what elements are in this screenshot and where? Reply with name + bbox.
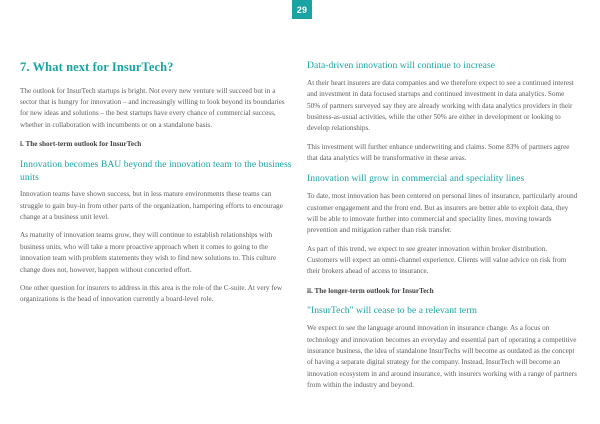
paragraph-personal-lines-innovation: To date, most innovation has been centered on personal lines of insurance, particularly around customer engagement and the front end. But as insurers are better able to exploit data, they will be able to innovate further into commercial and speciality lines, moving towards prevention and mitigation rather than risk transfer. [307, 192, 578, 235]
subheading-commercial-and-speciality-lines: Innovation will grow in commercial and speciality lines [307, 173, 525, 185]
paragraph-broker-distribution: As part of this trend, we expect to see greater innovation within broker distribution. Customers will expect an omni-channel experience. Clients will value advice on risk from their brokers ahead of access to insurance. [307, 244, 567, 276]
section-title: 7. What next for InsurTech? [20, 60, 174, 74]
kicker-short-term-outlook: i. The short-term outlook for InsurTech [20, 140, 142, 149]
page-number-text: 29 [296, 4, 308, 15]
subheading-innovation-becomes-bau: Innovation becomes BAU beyond the innovation team to the business units [20, 158, 292, 183]
paragraph-c-suite-role: One other question for insurers to address in this area is the role of the C-suite. At very few organizations is the head of innovation currently a board-level role. [20, 283, 283, 304]
paragraph-underwriting-and-claims: This investment will further enhance underwriting and claims. Some 83% of partners agree that data analytics will be transformative in these areas. [307, 142, 570, 162]
page-number-badge [292, 0, 312, 19]
intro-paragraph: The outlook for InsurTech startups is bright. Not every new venture will succeed but in a sector that is hungry for innovation – and increasingly willing to look beyond its boundaries for new ideas and solutions – the best startups have every chance of commercial success, whether in collaboration with incumbents or on a standalone basis. [20, 86, 285, 129]
paragraph-innovation-teams-success: Innovation teams have shown success, but in less mature environments these teams can struggle to gain buy-in from other parts of the organization, hampering efforts to encourage change at a business unit level. [20, 190, 283, 222]
paragraph-insurers-are-data-companies: At their heart insurers are data companies and we therefore expect to see a continued interest and investment in data focused startups and continued investment in data analytics. Some 50% of partners surveyed say they are already working with data analytics providers in their business-as-usual activities, while the other 50% are either in development or looking to develop relationships. [307, 78, 574, 133]
page-content [0, 60, 600, 424]
subheading-data-driven-innovation: Data-driven innovation will continue to increase [307, 60, 496, 71]
kicker-longer-term-outlook: ii. The longer-term outlook for InsurTech [307, 286, 434, 295]
left-column [20, 60, 292, 306]
right-column [307, 60, 579, 391]
subheading-insurtech-cease-relevant-term: "InsurTech" will cease to be a relevant term [307, 305, 477, 317]
paragraph-maturity-of-innovation-teams: As maturity of innovation teams grow, they will continue to establish relationships with business units, who will take a more proactive approach when it comes to going to the innovation team with problem statements they wish to find new solutions to. This culture change does not, however, happen without concerted effort. [20, 231, 277, 274]
paragraph-language-around-innovation: We expect to see the language around innovation in insurance change. As a focus on technology and innovation becomes an everyday and essential part of operating a competitive insurance business, the idea of standalone InsurTechs will become as outdated as the concept of having a separate digital strategy for the company. Instead, InsurTech will become an innovation ecosystem in and around insurance, with insurers working with a range of partners from within the industry and beyond. [307, 324, 577, 390]
